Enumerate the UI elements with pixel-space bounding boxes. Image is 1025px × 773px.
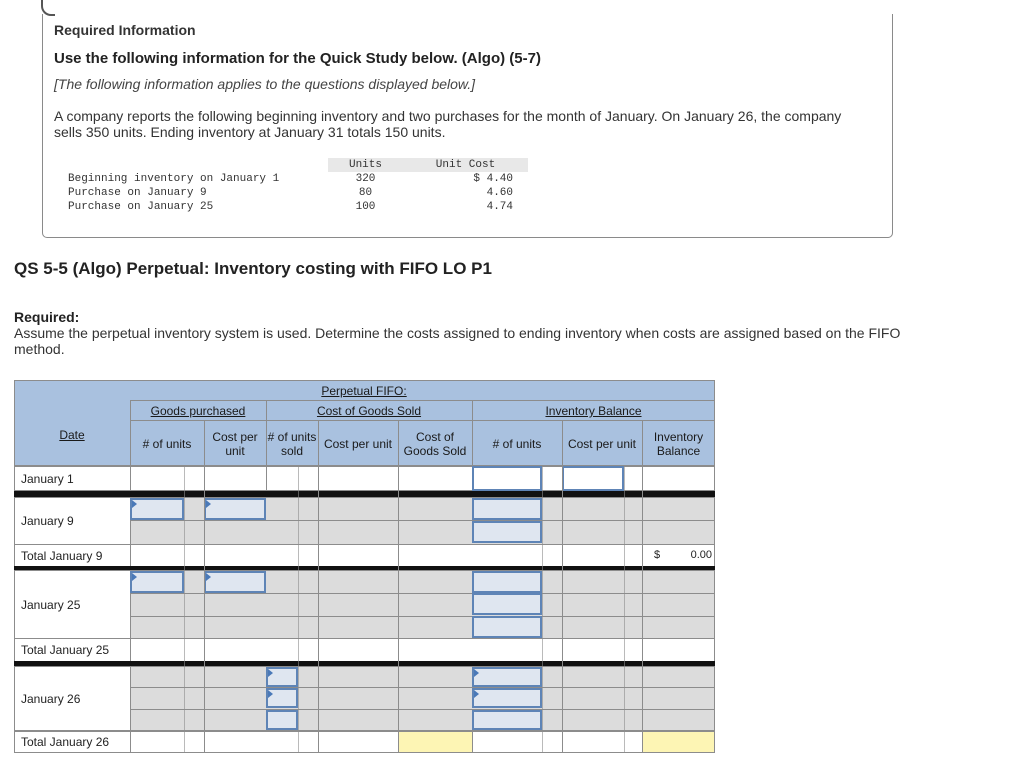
goods-purchased-header: Goods purchased	[150, 404, 246, 418]
sold-cost-header: Cost per unit	[323, 437, 393, 451]
row-label: Beginning inventory on January 1	[68, 173, 280, 185]
currency-symbol: $	[654, 549, 661, 561]
worksheet-title: Perpetual FIFO:	[321, 384, 407, 398]
balance-cost-header: Cost per unit	[567, 437, 637, 451]
jan9-balance-units-input-1[interactable]	[472, 498, 542, 520]
inventory-data-table	[64, 158, 528, 214]
row-label-total-jan26: Total January 26	[14, 731, 131, 753]
jan1-balance-cost-input[interactable]	[562, 466, 624, 491]
row-label: Purchase on January 9	[68, 187, 207, 199]
date-column-header: Date	[59, 428, 85, 442]
row-cost: 4.74	[486, 201, 513, 213]
jan26-balance-units-input-1[interactable]	[472, 667, 542, 687]
flag-icon	[132, 500, 137, 508]
question-title: QS 5-5 (Algo) Perpetual: Inventory costing with FIFO LO P1	[14, 259, 492, 278]
total-jan9-balance-value: 0.00	[690, 549, 712, 561]
jan25-balance-units-input-2[interactable]	[472, 593, 542, 615]
total-jan26-cogs-cell[interactable]	[398, 731, 473, 753]
purchased-cost-header: Cost per unit	[212, 430, 258, 458]
sold-units-header: # of units sold	[267, 430, 317, 458]
row-units: 80	[358, 187, 373, 199]
info-panel	[42, 14, 893, 238]
jan26-sold-units-input-3[interactable]	[266, 710, 298, 730]
row-label-total-jan9: Total January 9	[14, 544, 131, 567]
row-units: 320	[355, 173, 376, 185]
row-label-total-jan25: Total January 25	[14, 638, 131, 662]
jan9-purchased-cost-input[interactable]	[204, 498, 266, 520]
inventory-balance-header: Inventory Balance	[545, 404, 642, 418]
row-label-jan26: January 26	[14, 666, 131, 731]
jan26-balance-units-input-2[interactable]	[472, 688, 542, 708]
jan1-balance-units-input[interactable]	[472, 466, 542, 491]
unit-cost-header: Unit Cost	[403, 158, 528, 172]
total-jan26-balance-cell[interactable]	[642, 731, 715, 753]
jan25-balance-units-input-3[interactable]	[472, 616, 542, 638]
collapse-marker[interactable]	[41, 0, 55, 16]
balance-total-header: Inventory Balance	[653, 430, 704, 458]
flag-icon	[474, 669, 479, 677]
units-header: Units	[328, 158, 403, 172]
required-label: Required:	[14, 309, 80, 325]
fifo-worksheet	[14, 380, 715, 753]
cogs-header: Cost of Goods Sold	[316, 404, 422, 418]
flag-icon	[132, 573, 137, 581]
flag-icon	[206, 500, 211, 508]
problem-description: A company reports the following beginning inventory and two purchases for the month of January. On January 26, the company sells 350 units. Ending inventory at January 31 totals 150 units.	[54, 108, 842, 140]
row-label-jan25: January 25	[14, 570, 131, 639]
row-label-jan9: January 9	[14, 497, 131, 545]
jan25-purchased-units-input[interactable]	[130, 571, 184, 593]
required-info-heading: Required Information	[54, 22, 196, 38]
row-cost: $ 4.40	[473, 173, 513, 185]
cogs-total-header: Cost of Goods Sold	[403, 430, 467, 458]
row-cost: 4.60	[486, 187, 513, 199]
required-text: Assume the perpetual inventory system is used. Determine the costs assigned to ending inventory when costs are assigned based on the FIFO method.	[14, 325, 901, 357]
use-following-line: Use the following information for the Quick Study below. (Algo) (5-7)	[54, 50, 541, 67]
flag-icon	[206, 573, 211, 581]
flag-icon	[474, 690, 479, 698]
applies-note: [The following information applies to the questions displayed below.]	[54, 76, 476, 92]
purchased-units-header: # of units	[142, 437, 192, 451]
balance-units-header: # of units	[492, 437, 542, 451]
jan9-purchased-units-input[interactable]	[130, 498, 184, 520]
row-label: Purchase on January 25	[68, 201, 214, 213]
jan25-balance-units-input-1[interactable]	[472, 571, 542, 593]
flag-icon	[268, 690, 273, 698]
row-label-jan1: January 1	[14, 466, 131, 491]
flag-icon	[268, 669, 273, 677]
jan26-balance-units-input-3[interactable]	[472, 710, 542, 730]
jan9-balance-units-input-2[interactable]	[472, 521, 542, 543]
row-units: 100	[355, 201, 376, 213]
jan25-purchased-cost-input[interactable]	[204, 571, 266, 593]
